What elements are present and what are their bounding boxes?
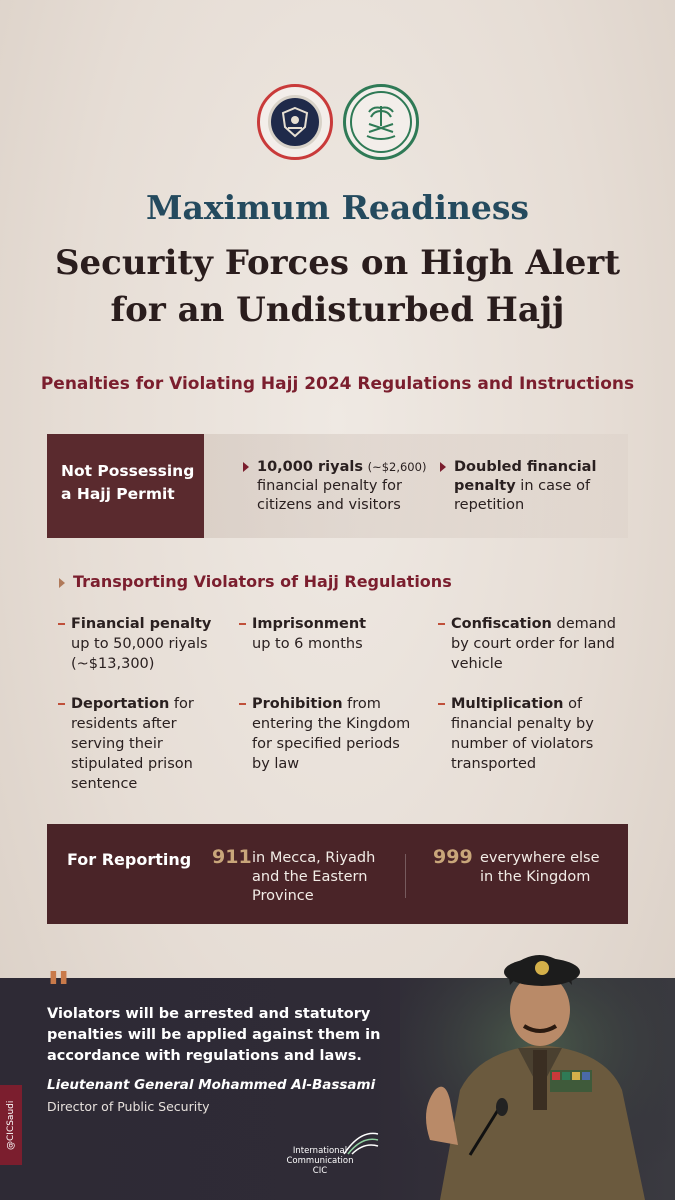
cic-line-2: Communication xyxy=(286,1156,354,1166)
penalty-item-confiscation xyxy=(451,614,616,674)
penalty-line: (~$13,300) xyxy=(71,656,155,672)
penalty-item-deportation xyxy=(71,694,194,794)
penalty-line: serving their xyxy=(71,736,163,752)
desc-line: Province xyxy=(252,888,314,904)
dash-bullet-icon xyxy=(438,703,445,705)
penalty-tail: demand xyxy=(551,616,617,632)
penalty-item-imprisonment xyxy=(252,614,366,654)
penalty-bold: Imprisonment xyxy=(252,616,367,632)
doubled-rest-line-2: in case of xyxy=(515,478,591,494)
dash-bullet-icon xyxy=(239,623,246,625)
hotline-999-desc xyxy=(480,849,600,887)
hotline-911: 911 xyxy=(212,846,252,868)
desc-line: in Mecca, Riyadh xyxy=(252,850,376,866)
permit-label-box xyxy=(47,434,204,538)
headline-line-1: Security Forces on High Alert xyxy=(54,243,621,283)
penalty-line: financial penalty by xyxy=(451,716,594,732)
penalty-line: stipulated prison xyxy=(71,756,193,772)
permit-label-line-1: Not Possessing xyxy=(61,462,195,480)
penalty-bold: Confiscation xyxy=(451,616,552,632)
triangle-bullet-icon xyxy=(440,462,446,472)
divider xyxy=(405,854,406,898)
transport-title-text: Transporting Violators of Hajj Regulations xyxy=(73,572,452,591)
dash-bullet-icon xyxy=(58,703,65,705)
penalty-tail: of xyxy=(563,696,583,712)
headline-kicker: Maximum Readiness xyxy=(146,188,529,227)
triangle-bullet-icon xyxy=(243,462,249,472)
penalty-line: up to 6 months xyxy=(252,636,363,652)
cic-line-3: CIC xyxy=(312,1166,328,1176)
fine-desc-line-1: financial penalty for xyxy=(257,478,402,494)
penalty-line: up to 50,000 riyals xyxy=(71,636,208,652)
penalty-line: by law xyxy=(252,756,300,772)
doubled-bold-line-2: penalty xyxy=(454,478,516,494)
penalty-line: number of violators xyxy=(451,736,594,752)
penalty-line: for specified periods xyxy=(252,736,400,752)
doubled-rest-line-3: repetition xyxy=(454,497,525,513)
penalty-bold: Deportation xyxy=(71,696,170,712)
logos xyxy=(0,84,675,160)
reporting-label: For Reporting xyxy=(67,850,192,869)
penalty-tail: from xyxy=(342,696,381,712)
reporting-panel xyxy=(47,824,628,924)
fine-usd: (~$2,600) xyxy=(367,460,427,474)
permit-penalty-fine xyxy=(257,458,426,515)
penalties-subtitle: Penalties for Violating Hajj 2024 Regulations and Instructions xyxy=(40,374,635,394)
penalty-tail: for xyxy=(169,696,194,712)
desc-line: everywhere else xyxy=(480,850,600,866)
fine-amount: 10,000 riyals xyxy=(257,459,363,475)
quote-text xyxy=(47,1004,397,1067)
quote-line: penalties will be applied against them in xyxy=(47,1027,381,1043)
cic-line-1: International xyxy=(292,1146,348,1156)
dash-bullet-icon xyxy=(239,703,246,705)
penalty-bold: Prohibition xyxy=(252,696,343,712)
hotline-999: 999 xyxy=(433,846,473,868)
penalty-item-financial xyxy=(71,614,211,674)
permit-label-line-2: a Hajj Permit xyxy=(61,485,175,503)
hotline-911-desc xyxy=(252,849,375,906)
penalty-item-multiplication xyxy=(451,694,594,774)
transport-section-title xyxy=(73,572,452,591)
quote-line: Violators will be arrested and statutory xyxy=(47,1006,371,1022)
penalty-line: vehicle xyxy=(451,656,503,672)
quote-mark-icon: " xyxy=(46,962,72,1018)
penalty-line: transported xyxy=(451,756,537,772)
officer-photo xyxy=(400,940,675,1200)
headline-main xyxy=(0,240,675,334)
quote-author-name: Lieutenant General Mohammed Al-Bassami xyxy=(47,1077,376,1093)
penalty-line: by court order for land xyxy=(451,636,615,652)
dash-bullet-icon xyxy=(438,623,445,625)
penalty-line: entering the Kingdom xyxy=(252,716,411,732)
desc-line: and the Eastern xyxy=(252,869,368,885)
permit-penalty-row xyxy=(47,434,628,538)
penalty-bold: Financial penalty xyxy=(71,616,212,632)
quote-author-role: Director of Public Security xyxy=(47,1099,210,1114)
doubled-bold-line-1: Doubled financial xyxy=(454,459,597,475)
desc-line: in the Kingdom xyxy=(480,869,591,885)
penalty-item-prohibition xyxy=(252,694,410,774)
dash-bullet-icon xyxy=(58,623,65,625)
penalty-line: residents after xyxy=(71,716,177,732)
permit-penalty-doubled xyxy=(454,458,596,515)
fine-desc-line-2: citizens and visitors xyxy=(257,497,401,513)
palm-swords-icon xyxy=(350,91,412,153)
triangle-bullet-icon xyxy=(59,578,65,588)
ministry-of-interior-logo xyxy=(343,84,419,160)
social-handle: @CICSaudi xyxy=(0,1085,22,1165)
public-security-logo xyxy=(257,84,333,160)
penalty-line: sentence xyxy=(71,776,138,792)
shield-icon xyxy=(268,95,322,149)
quote-line: accordance with regulations and laws. xyxy=(47,1048,362,1064)
penalty-bold: Multiplication xyxy=(451,696,564,712)
headline-line-2: for an Undisturbed Hajj xyxy=(110,290,565,330)
